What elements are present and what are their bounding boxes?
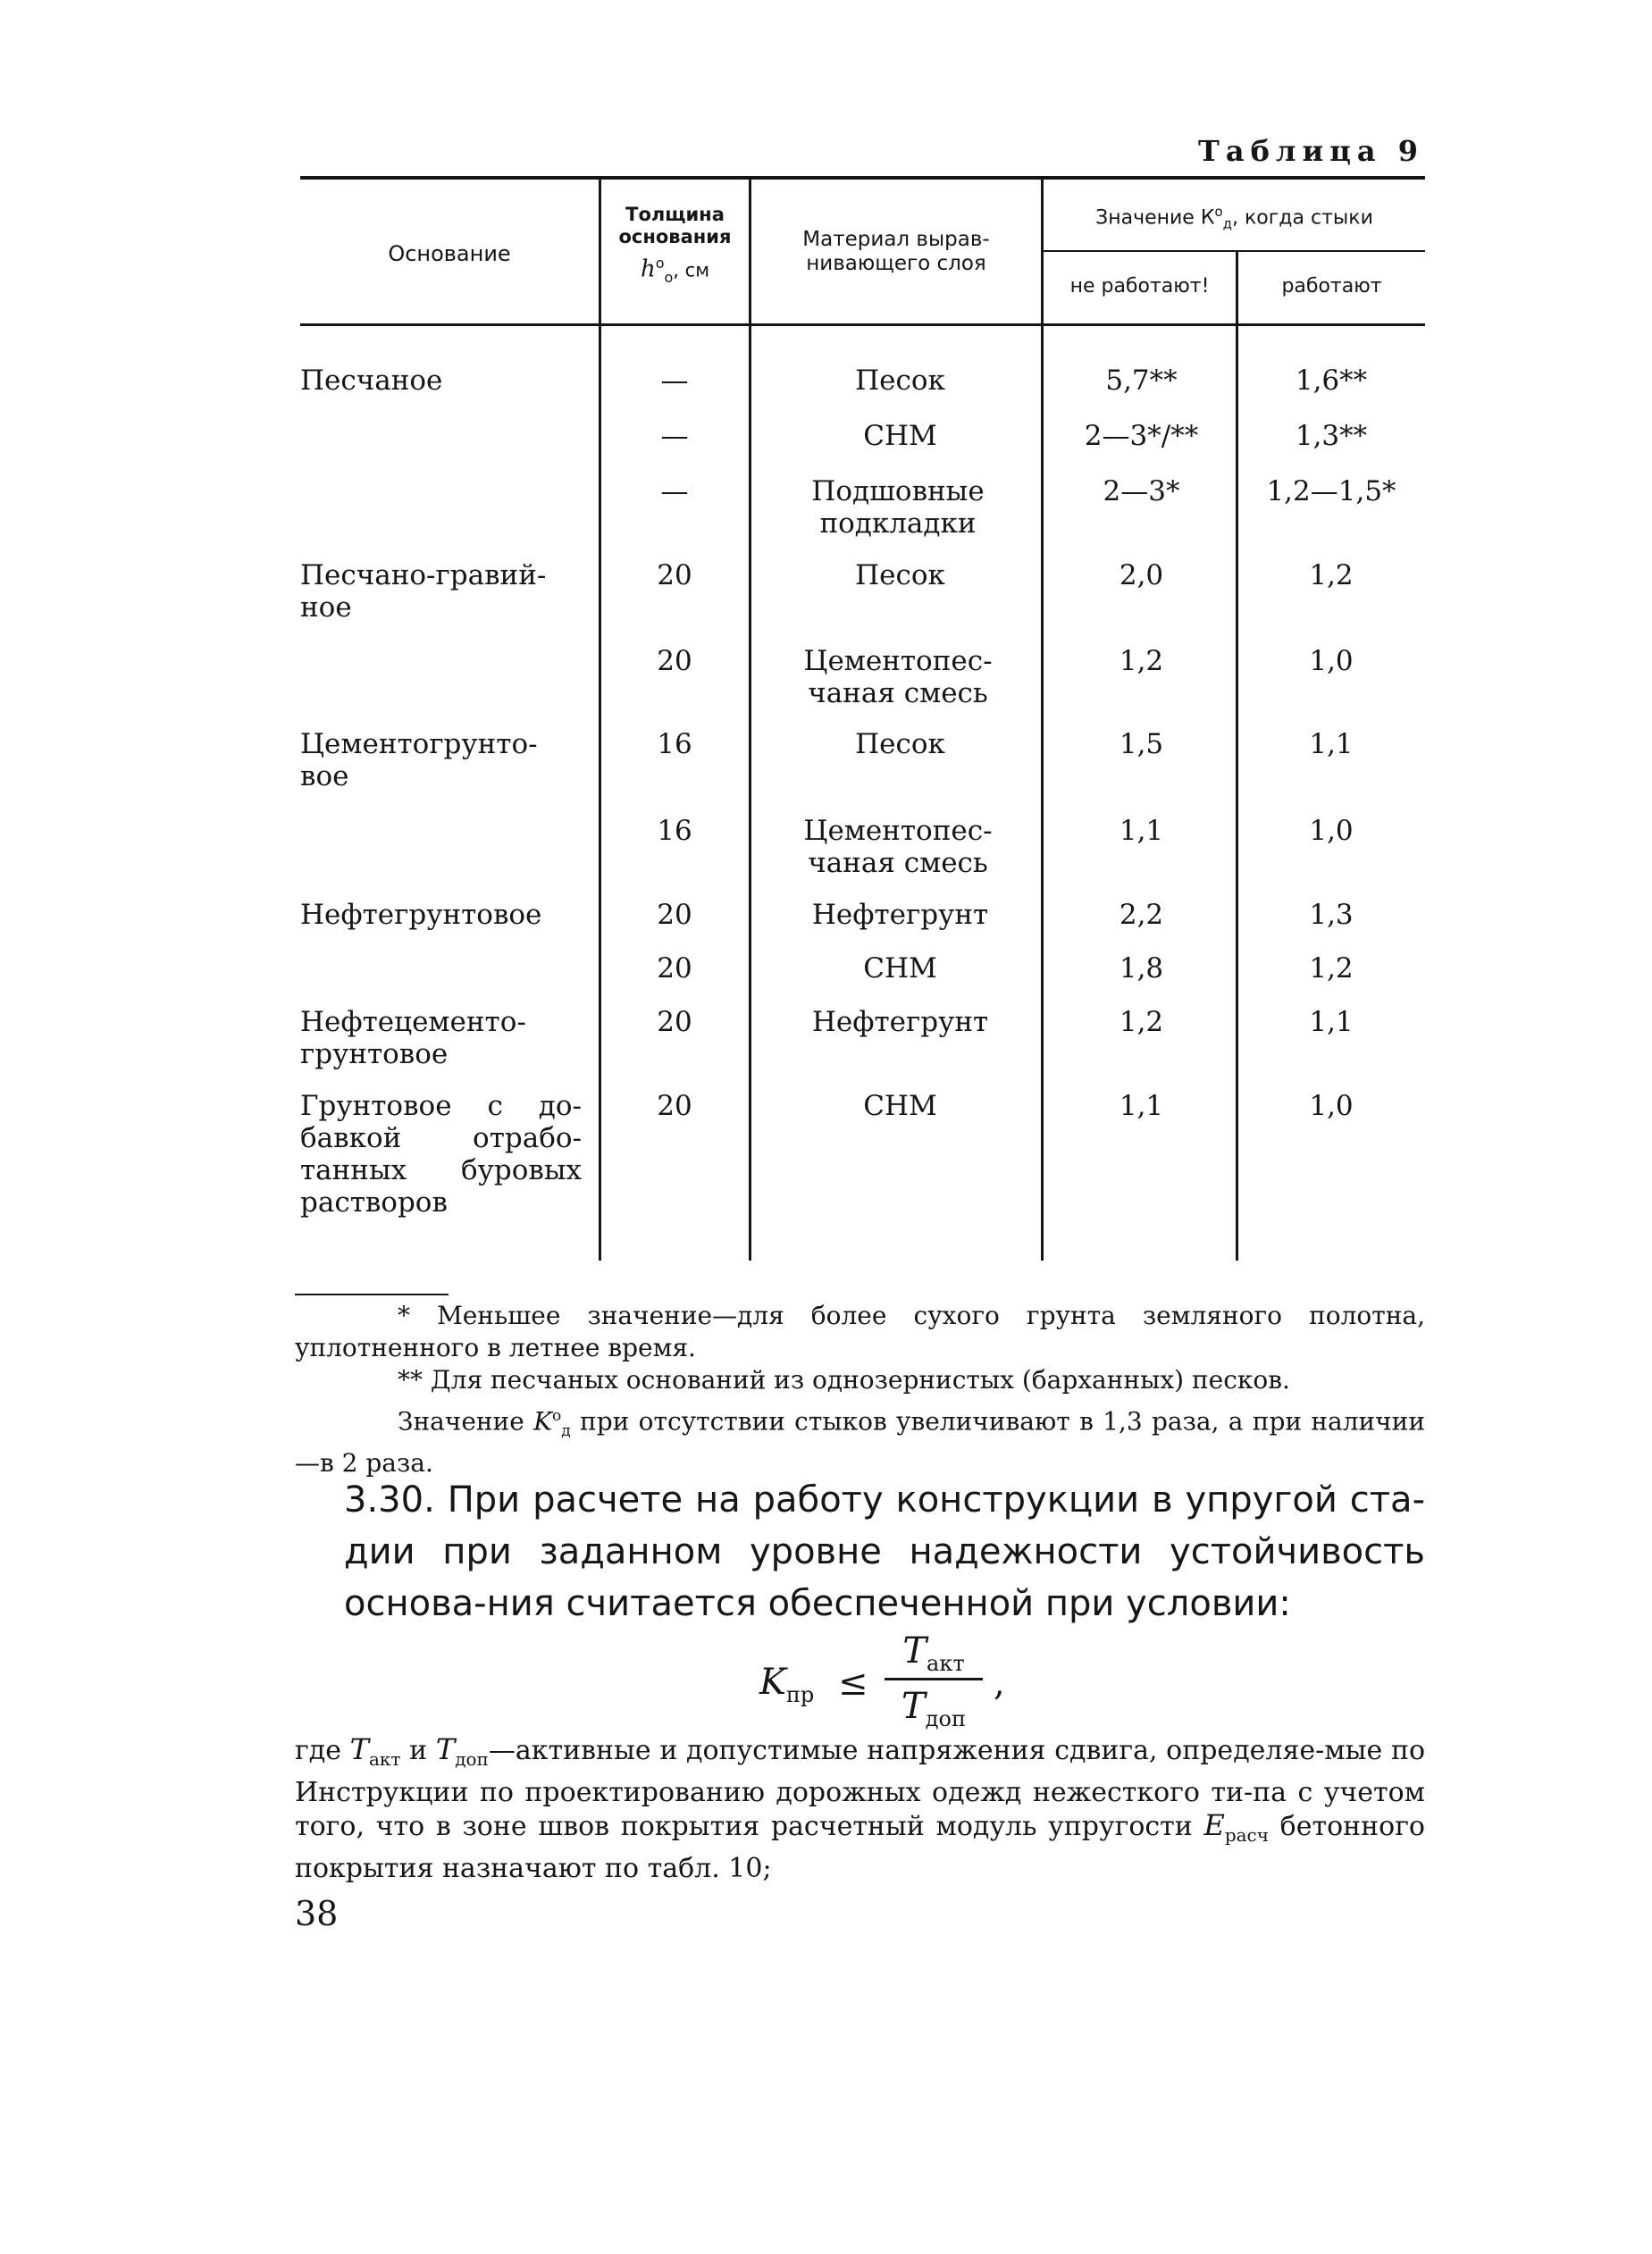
- where-e-sub: расч: [1224, 1824, 1269, 1846]
- paragraph-3-30: 3.30. При расчете на работу конструкции в упругой ста-дии при заданном уровне надежности устойчивость основа-ния считается обеспеченной при условии:: [344, 1479, 1425, 1624]
- formula-denominator: [885, 1686, 983, 1731]
- cell-working: 1,2: [1309, 952, 1354, 985]
- cell-base: Грунтовое с до-бавкой отрабо-танных буровых растворов: [300, 1090, 582, 1219]
- cell-material: Песок: [855, 728, 945, 760]
- cell-not-working: 5,7**: [1105, 364, 1178, 397]
- where-lead: где: [295, 1735, 350, 1766]
- formula-numerator-symbol: T: [902, 1630, 927, 1672]
- where-t1: T: [349, 1732, 369, 1766]
- cell-not-working: 1,2: [1119, 645, 1164, 677]
- header-material-line2: нивающего слоя: [806, 252, 986, 275]
- cell-thickness: 20: [657, 899, 692, 931]
- cell-working: 1,1: [1309, 728, 1354, 760]
- footnotes: [295, 1300, 1425, 1479]
- cell-working: 1,2: [1309, 559, 1354, 591]
- col-divider-2: [749, 180, 751, 1261]
- cell-thickness: 20: [657, 952, 692, 985]
- footnote-3: [295, 1400, 1425, 1479]
- cell-not-working: 1,1: [1119, 815, 1164, 847]
- footnote-1: * Меньшее значение—для более сухого грунта земляного полотна, уплотненного в летнее время.: [295, 1301, 1425, 1362]
- footnote-3-before: Значение: [398, 1406, 534, 1437]
- footnote-separator: [295, 1294, 449, 1295]
- header-thickness: [601, 204, 749, 293]
- cell-material: Нефтегрунт: [811, 899, 989, 931]
- cell-material: СНМ: [863, 420, 937, 452]
- cell-thickness: 20: [657, 645, 692, 677]
- header-bottom-rule: [300, 323, 1425, 326]
- thickness-symbol: h: [640, 256, 656, 283]
- cell-working: 1,0: [1309, 1090, 1354, 1122]
- formula-numerator: [885, 1630, 983, 1675]
- cell-base: Цементогрунто-вое: [300, 728, 538, 792]
- where-clause: [295, 1733, 1425, 1885]
- cell-base: Песчаное: [300, 364, 443, 397]
- header-material-line1: Материал вырав-: [802, 228, 990, 251]
- header-thickness-line3: [601, 248, 749, 293]
- cell-thickness: —: [660, 475, 689, 507]
- cell-material: СНМ: [863, 1090, 937, 1122]
- cell-not-working: 1,8: [1119, 952, 1164, 985]
- header-value-prefix: Значение К: [1095, 206, 1215, 230]
- header-base: [300, 241, 599, 266]
- where-t2-sub: доп: [455, 1748, 489, 1770]
- col-divider-1: [599, 180, 601, 1261]
- cell-not-working: 1,1: [1119, 1090, 1164, 1122]
- cell-thickness: —: [660, 420, 689, 452]
- cell-not-working: 1,2: [1119, 1006, 1164, 1038]
- header-base-text: Основание: [388, 241, 511, 266]
- where-t1-sub: акт: [368, 1748, 401, 1770]
- cell-working: 1,1: [1309, 1006, 1354, 1038]
- cell-working: 1,3: [1309, 899, 1354, 931]
- cell-working: 1,3**: [1295, 420, 1368, 452]
- header-not-working-text: не работают!: [1069, 275, 1210, 297]
- cell-not-working: 2—3*: [1103, 475, 1180, 507]
- formula-comma: ,: [994, 1663, 1005, 1704]
- formula-lhs: [759, 1662, 814, 1707]
- cell-thickness: 20: [657, 1090, 692, 1122]
- col-divider-3: [1041, 180, 1044, 1261]
- footnote-3-sup: о: [552, 1407, 562, 1425]
- cell-not-working: 2,2: [1119, 899, 1164, 931]
- where-t2: T: [435, 1732, 456, 1766]
- cell-working: 1,0: [1309, 645, 1354, 677]
- page-number: 38: [295, 1894, 339, 1933]
- cell-not-working: 1,5: [1119, 728, 1164, 760]
- header-value: [1044, 198, 1425, 238]
- header-thickness-line2: основания: [618, 226, 732, 247]
- formula-lhs-symbol: K: [759, 1662, 786, 1703]
- cell-thickness: 16: [657, 728, 692, 760]
- footnote-3-sub: д: [561, 1421, 571, 1440]
- cell-working: 1,2—1,5*: [1266, 475, 1396, 507]
- formula-numerator-sub: акт: [927, 1651, 965, 1676]
- header-working: [1238, 275, 1425, 297]
- formula-relation: ≤: [838, 1663, 868, 1704]
- thickness-sup: о: [655, 255, 665, 272]
- where-text: —активные и допустимые напряжения сдвига, определяе-мые по Инструкции по проектированию дорожных одежд нежесткого ти-па с учетом того, что в зоне швов покрытия расчетный модуль упругости: [295, 1735, 1425, 1842]
- fraction-bar: [885, 1678, 983, 1680]
- header-value-sub: д: [1222, 215, 1233, 232]
- formula-lhs-sub: пр: [785, 1682, 815, 1707]
- where-e: E: [1203, 1808, 1225, 1842]
- cell-material: Нефтегрунт: [811, 1006, 989, 1038]
- cell-material: Песок: [855, 364, 945, 397]
- cell-working: 1,0: [1309, 815, 1354, 847]
- stability-formula: [759, 1630, 1045, 1729]
- formula-denominator-symbol: T: [901, 1686, 926, 1727]
- table-caption: Таблица 9: [1198, 134, 1424, 168]
- header-working-text: работают: [1281, 275, 1382, 297]
- cell-material: Песок: [855, 559, 945, 591]
- header-material: [751, 228, 1041, 276]
- where-tail: бетонного покрытия назначают по табл. 10;: [295, 1811, 1425, 1884]
- cell-thickness: 16: [657, 815, 692, 847]
- formula-denominator-sub: доп: [925, 1706, 966, 1731]
- footnote-3-symbol: K: [533, 1406, 553, 1437]
- cell-base: Песчано-гравий-ное: [300, 559, 547, 624]
- cell-thickness: 20: [657, 1006, 692, 1038]
- cell-material: Цементопес-чаная смесь: [803, 645, 993, 709]
- cell-base: Нефтецементо-грунтовое: [300, 1006, 526, 1070]
- thickness-unit: , см: [673, 259, 710, 281]
- value-group-rule: [1041, 250, 1425, 252]
- header-value-sup: о: [1214, 204, 1223, 220]
- cell-thickness: 20: [657, 559, 692, 591]
- cell-material: СНМ: [863, 952, 937, 985]
- header-thickness-line1: Толщина: [625, 204, 725, 225]
- table-top-rule: [300, 176, 1425, 180]
- cell-working: 1,6**: [1295, 364, 1368, 397]
- footnote-3-after: при отсутствии стыков увеличивают в 1,3 раза, а при наличии—в 2 раза.: [295, 1406, 1425, 1478]
- footnote-2: ** Для песчаных оснований из однозернистых (барханных) песков.: [398, 1365, 1290, 1395]
- where-mid: и: [400, 1735, 436, 1766]
- cell-not-working: 2,0: [1119, 559, 1164, 591]
- cell-base: Нефтегрунтовое: [300, 899, 542, 931]
- cell-thickness: —: [660, 364, 689, 397]
- header-value-suffix: , когда стыки: [1232, 206, 1373, 230]
- formula-fraction: [885, 1630, 983, 1731]
- cell-material: Подшовные подкладки: [811, 475, 985, 540]
- cell-not-working: 2—3*/**: [1084, 420, 1199, 452]
- cell-material: Цементопес-чаная смесь: [803, 815, 993, 879]
- header-not-working: [1044, 275, 1236, 297]
- thickness-sub: о: [664, 268, 674, 286]
